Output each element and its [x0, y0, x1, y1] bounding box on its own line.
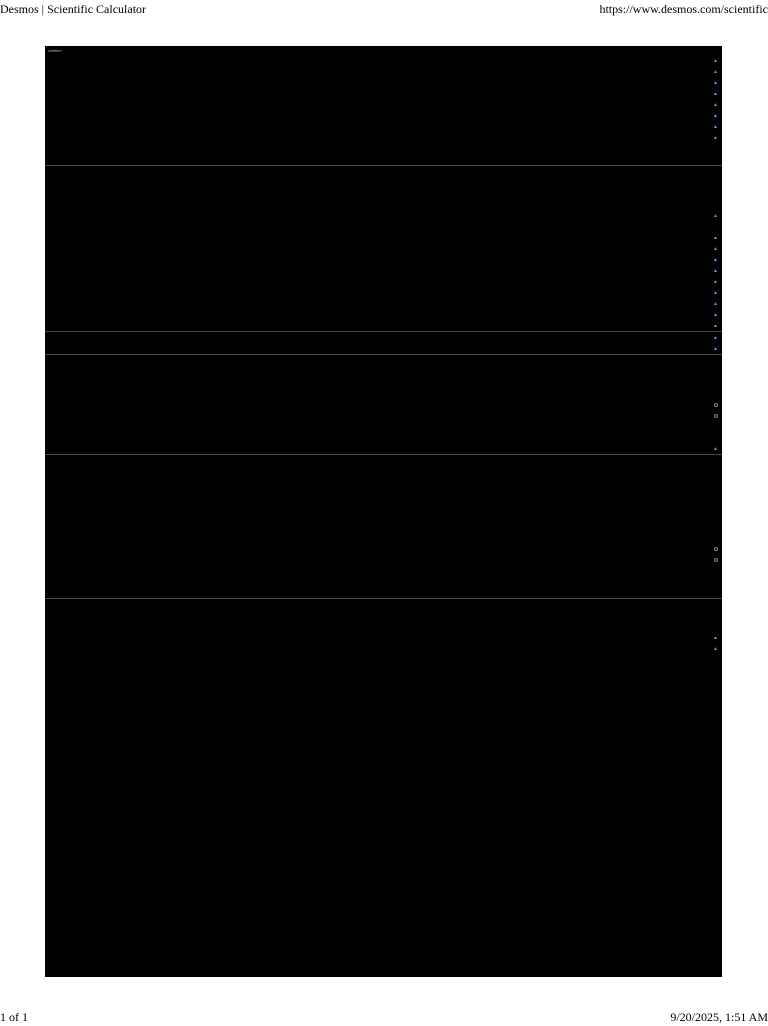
chevron-up-icon[interactable]: ▲	[713, 256, 718, 263]
chevron-up-icon[interactable]: ▲	[713, 112, 718, 119]
calculator-page	[45, 46, 722, 977]
expression-result	[712, 558, 718, 562]
expression-row[interactable]	[45, 477, 722, 499]
expression-result	[711, 446, 718, 452]
expression-row[interactable]	[45, 210, 722, 221]
chevron-up-icon[interactable]: ▲	[713, 57, 718, 64]
info-icon[interactable]	[714, 547, 718, 551]
chevron-up-icon[interactable]: ▲	[713, 101, 718, 108]
expression-result	[711, 246, 718, 252]
expression-row[interactable]	[45, 110, 722, 121]
expression-result	[711, 213, 718, 219]
print-header	[0, 0, 768, 18]
expression-result	[711, 635, 718, 641]
expression-row[interactable]	[45, 599, 722, 610]
chevron-up-icon[interactable]: ▲	[713, 234, 718, 241]
expression-result	[712, 403, 718, 407]
chevron-up-icon[interactable]: ▲	[713, 300, 718, 307]
expression-result	[712, 414, 718, 418]
print-datetime: 9/20/2025, 1:51 AM	[670, 1009, 768, 1024]
chevron-up-icon[interactable]: ▲	[713, 278, 718, 285]
chevron-up-icon[interactable]: ▲	[713, 289, 718, 296]
expression-row[interactable]	[45, 621, 722, 632]
expression-result	[711, 135, 718, 141]
expression-result	[711, 268, 718, 274]
expression-list	[45, 54, 722, 654]
expression-row[interactable]	[45, 366, 722, 377]
info-icon[interactable]	[714, 558, 718, 562]
expression-result	[711, 58, 718, 64]
expression-row[interactable]	[45, 410, 722, 421]
expression-result	[711, 80, 718, 86]
chevron-up-icon[interactable]: ▲	[713, 345, 718, 352]
expression-row[interactable]	[45, 276, 722, 287]
expression-row[interactable]	[45, 432, 722, 443]
expression-row[interactable]	[45, 55, 722, 66]
info-icon[interactable]	[714, 403, 718, 407]
expression-row[interactable]	[45, 388, 722, 399]
expression-result	[711, 312, 718, 318]
info-icon[interactable]	[714, 414, 718, 418]
expression-result	[711, 346, 718, 352]
chevron-up-icon[interactable]: ▲	[713, 445, 718, 452]
chevron-up-icon[interactable]: ▲	[713, 634, 718, 641]
print-footer	[0, 1008, 768, 1026]
expression-row[interactable]	[45, 121, 722, 132]
expression-row[interactable]	[45, 543, 722, 554]
calculator-topbar	[45, 46, 722, 54]
expression-row[interactable]	[45, 132, 722, 143]
expression-row[interactable]	[45, 298, 722, 309]
expression-result	[711, 102, 718, 108]
expression-row[interactable]	[45, 610, 722, 621]
expression-row[interactable]	[45, 355, 722, 366]
print-page-title: Desmos | Scientific Calculator	[0, 1, 147, 16]
expression-row[interactable]	[45, 265, 722, 276]
expression-row[interactable]	[45, 99, 722, 110]
expression-row[interactable]	[45, 166, 722, 177]
expression-row[interactable]	[45, 287, 722, 298]
expression-result	[711, 124, 718, 130]
expression-row[interactable]	[45, 309, 722, 320]
chevron-up-icon[interactable]: ▲	[713, 267, 718, 274]
expression-row[interactable]	[45, 443, 722, 454]
expression-row[interactable]	[45, 254, 722, 265]
chevron-up-icon[interactable]: ▲	[713, 90, 718, 97]
expression-row[interactable]	[45, 343, 722, 354]
expression-row[interactable]	[45, 320, 722, 331]
chevron-up-icon[interactable]: ▲	[713, 79, 718, 86]
chevron-up-icon[interactable]: ▲	[713, 245, 718, 252]
expression-row[interactable]	[45, 221, 722, 232]
expression-row[interactable]	[45, 243, 722, 254]
expression-result	[711, 91, 718, 97]
expression-result	[711, 323, 718, 329]
expression-row[interactable]	[45, 188, 722, 199]
expression-row[interactable]	[45, 143, 722, 154]
expression-row[interactable]	[45, 88, 722, 99]
expression-row[interactable]	[45, 377, 722, 388]
expression-result	[711, 279, 718, 285]
expression-row[interactable]	[45, 177, 722, 188]
expression-row[interactable]	[45, 587, 722, 598]
calculator-title[interactable]: Untitled	[48, 47, 62, 53]
expression-row[interactable]	[45, 521, 722, 543]
chevron-up-icon[interactable]: ▲	[713, 334, 718, 341]
expression-row[interactable]	[45, 199, 722, 210]
chevron-up-icon[interactable]: ▲	[713, 322, 718, 329]
chevron-up-icon[interactable]: ▲	[713, 645, 718, 652]
expression-row[interactable]	[45, 499, 722, 521]
expression-row[interactable]	[45, 455, 722, 477]
expression-result	[711, 113, 718, 119]
expression-result	[711, 257, 718, 263]
chevron-up-icon[interactable]: ▲	[713, 134, 718, 141]
expression-row[interactable]	[45, 154, 722, 165]
expression-result	[711, 235, 718, 241]
expression-result	[711, 301, 718, 307]
expression-result	[711, 335, 718, 341]
expression-row[interactable]	[45, 66, 722, 77]
expression-result	[712, 547, 718, 551]
print-page-count: 1 of 1	[0, 1009, 28, 1024]
print-url: https://www.desmos.com/scientific	[599, 1, 768, 16]
chevron-up-icon[interactable]: ▲	[713, 68, 718, 75]
expression-result	[711, 69, 718, 75]
expression-row[interactable]	[45, 565, 722, 576]
expression-result	[711, 646, 718, 652]
expression-row[interactable]	[45, 643, 722, 654]
expression-row[interactable]	[45, 554, 722, 565]
chevron-up-icon[interactable]: ▲	[713, 311, 718, 318]
expression-row[interactable]	[45, 632, 722, 643]
chevron-up-icon[interactable]: ▲	[713, 212, 718, 219]
expression-result	[711, 290, 718, 296]
expression-row[interactable]	[45, 576, 722, 587]
expression-row[interactable]	[45, 77, 722, 88]
expression-row[interactable]	[45, 399, 722, 410]
expression-row[interactable]	[45, 332, 722, 343]
chevron-up-icon[interactable]: ▲	[713, 123, 718, 130]
expression-row[interactable]	[45, 421, 722, 432]
expression-row[interactable]	[45, 232, 722, 243]
